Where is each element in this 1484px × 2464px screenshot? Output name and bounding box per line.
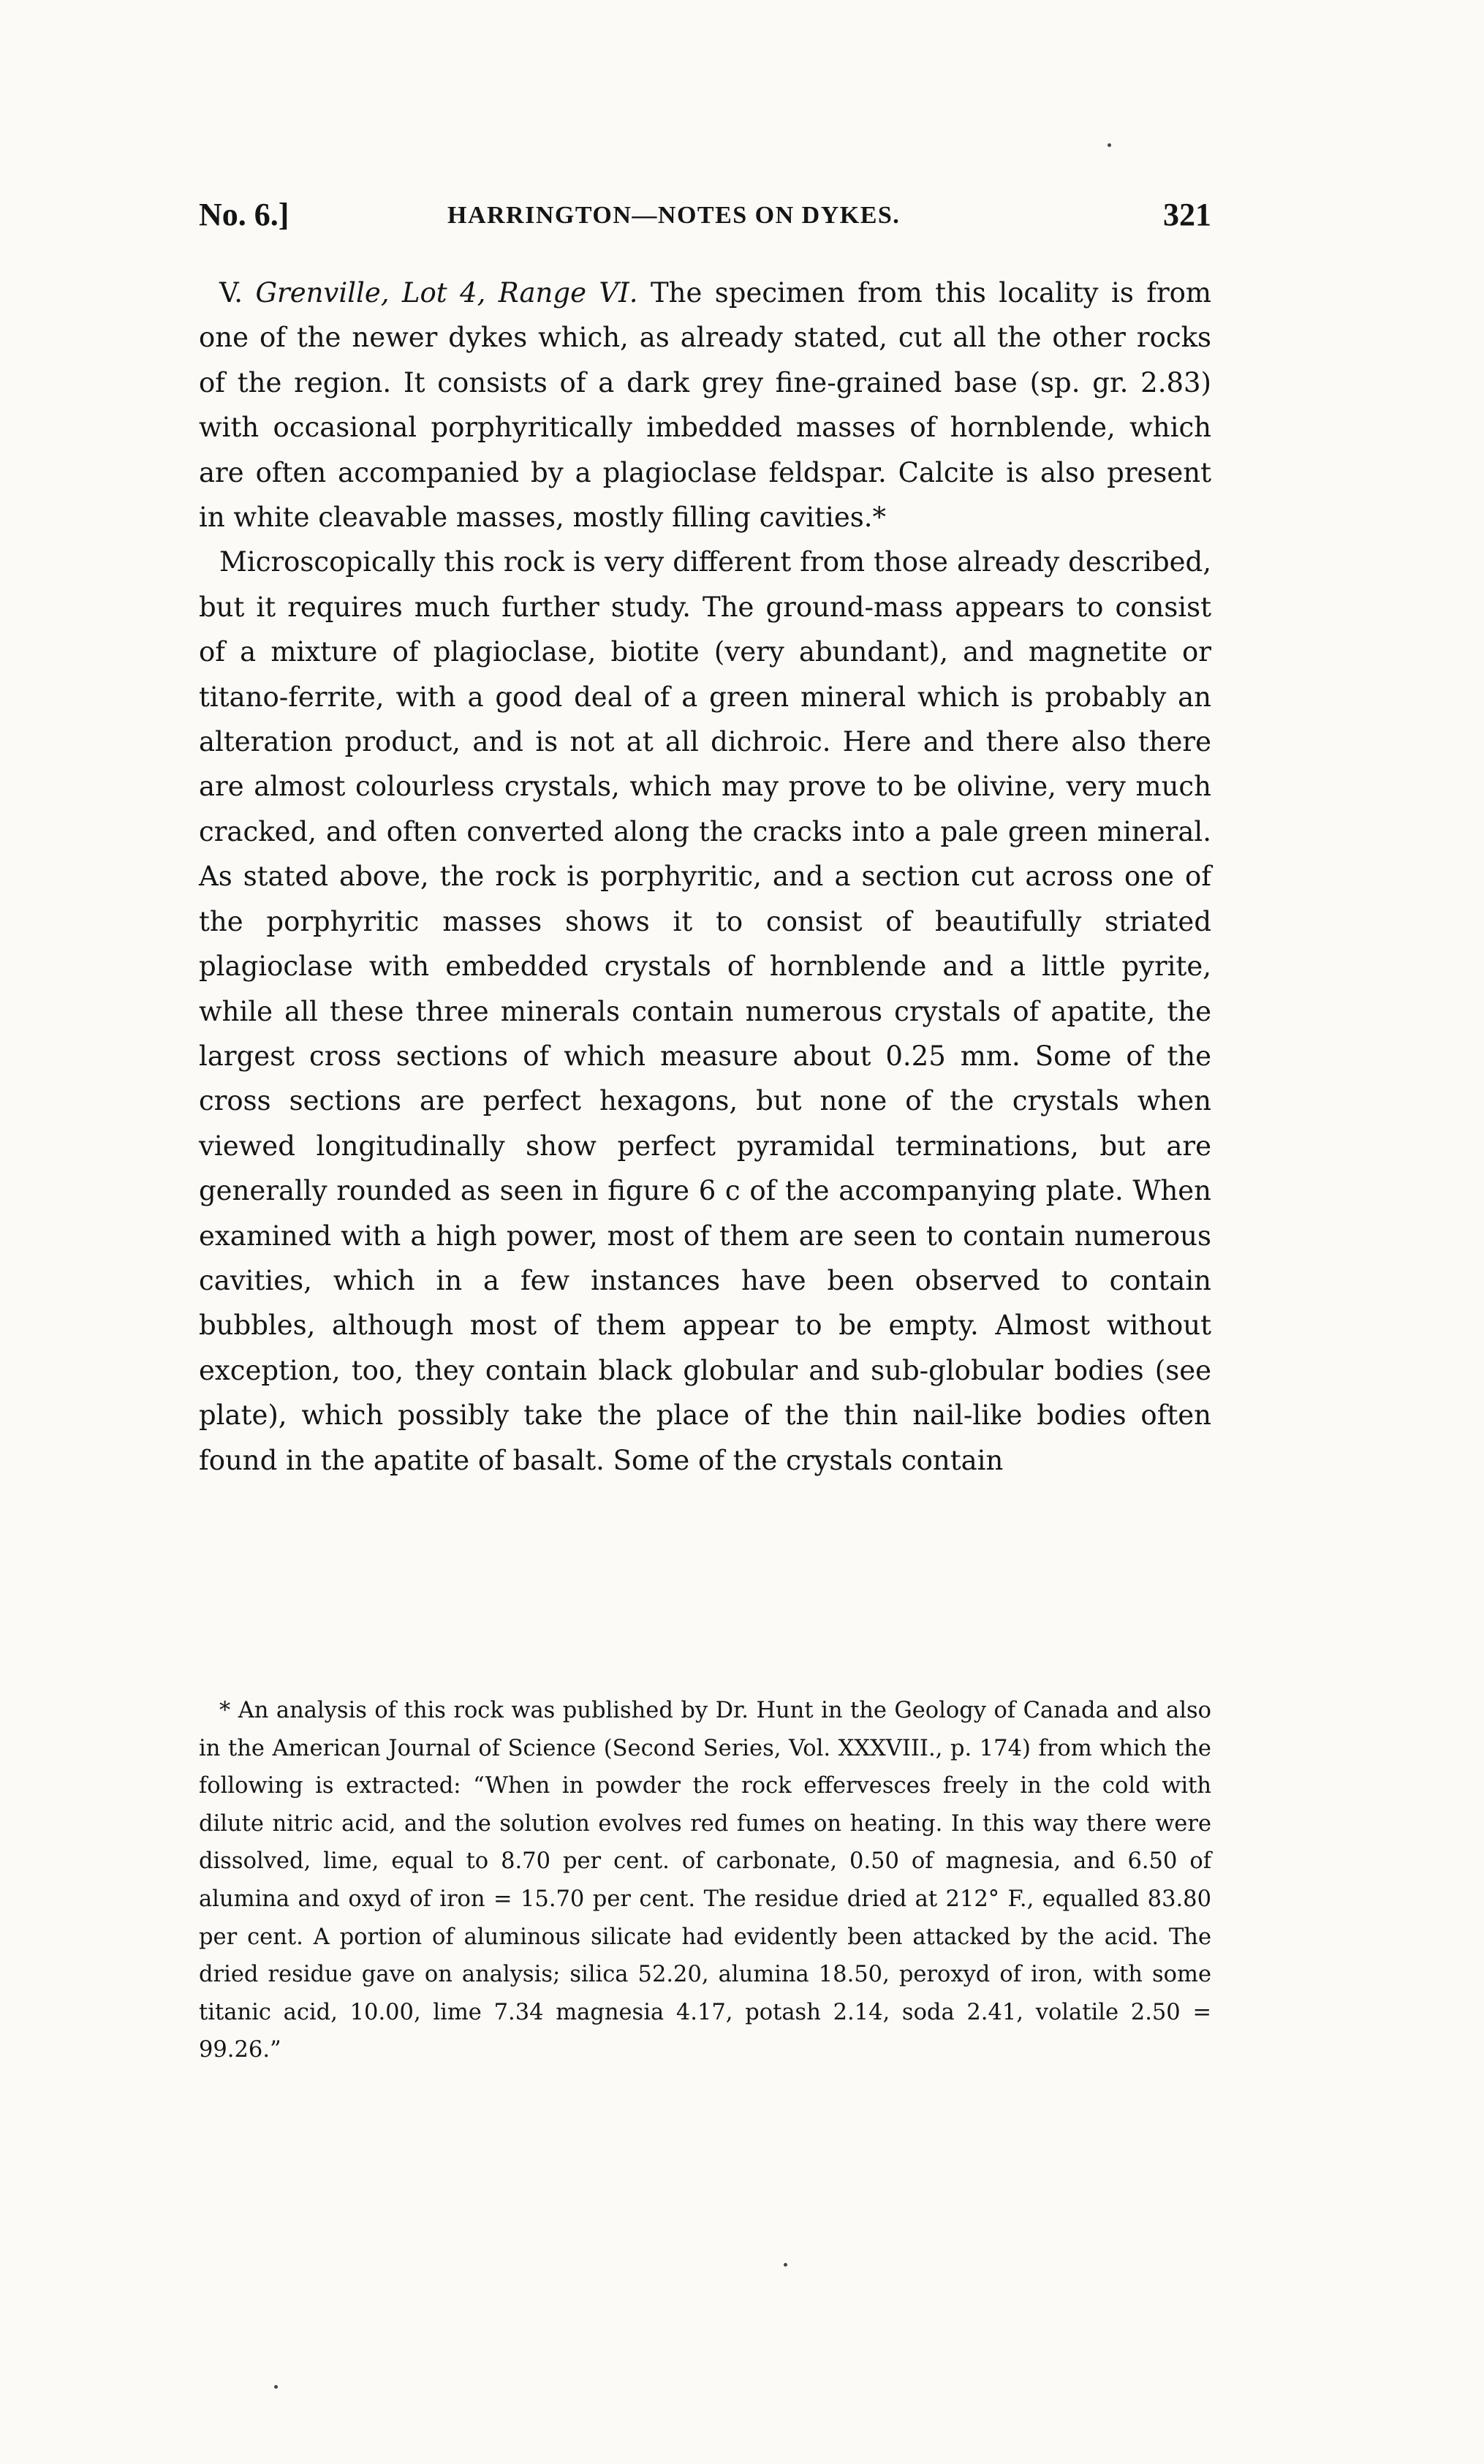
speck-mark [274,2385,278,2389]
running-header [199,192,1237,243]
main-text [199,271,1211,1483]
section-numeral: V. [219,277,243,309]
footnote-text: * An analysis of this rock was published by Dr. Hunt in the Geology of Canada and also in the American Journal of Science (Second Series, Vol. XXXVIII., p. 174) from which the following is extracted: “When in powder the rock effervesces freely in the cold with dilute nitric acid, and the solution evolves red fumes on heating. In this way there were dissolved, lime, equal to 8.70 per cent. of carbonate, 0.50 of magnesia, and 6.50 of alumina and oxyd of iron = 15.70 per cent. The residue dried at 212° F., equalled 83.80 per cent. A portion of aluminous silicate had evidently been attacked by the acid. The dried residue gave on analysis; silica 52.20, alumina 18.50, peroxyd of iron, with some titanic acid, 10.00, lime 7.34 magnesia 4.17, potash 2.14, soda 2.41, volatile 2.50 = 99.26.” [199,1698,1211,2063]
speck-mark [1108,143,1111,147]
paragraph-1-text: The specimen from this locality is from one of the newer dykes which, as already stated, cut all the other rocks of the region. It consists of a dark grey fine-grained base (sp. gr. 2.83) with occasional porphyritically imbedded masses of hornblende, which are often accompanied by a plagioclase feldspar. Calcite is also present in white cleavable masses, mostly filling cavities.* [199,277,1212,534]
footnote [199,1692,1211,2069]
issue-number: No. 6.] [199,197,289,233]
section-paragraph-2: Microscopically this rock is very different from those already described, but it requires much further study. The ground-mass appears to consist of a mixture of plagioclase, biotite (very abundant), and magnetite or titano-ferrite, with a good deal of a green mineral which is probably an alteration product, and is not at all dichroic. Here and there also there are almost colourless crystals, which may prove to be olivine, very much cracked, and often converted along the cracks into a pale green mineral. As stated above, the rock is porphyritic, and a section cut across one of the porphyritic masses shows it to consist of beautifully striated plagioclase with embedded crystals of hornblende and a little pyrite, while all these three minerals contain numerous crystals of apatite, the largest cross sections of which measure about 0.25 mm. Some of the cross sections are perfect hexagons, but none of the crystals when viewed longitudinally show perfect pyramidal terminations, but are generally rounded as seen in figure 6 c of the accompanying plate. When examined with a high power, most of them are seen to contain numerous cavities, which in a few instances have been observed to contain bubbles, although most of them appear to be empty. Almost without exception, too, they contain black globular and sub-globular bodies (see plate), which possibly take the place of the thin nail-like bodies often found in the apatite of basalt. Some of the crystals contain [199,546,1211,1476]
speck-mark [784,2263,787,2267]
page-number: 321 [1163,197,1211,233]
section-locality: Grenville, Lot 4, Range VI. [255,277,638,309]
running-title: HARRINGTON—NOTES ON DYKES. [447,202,901,229]
section-paragraph-1 [199,271,1211,540]
